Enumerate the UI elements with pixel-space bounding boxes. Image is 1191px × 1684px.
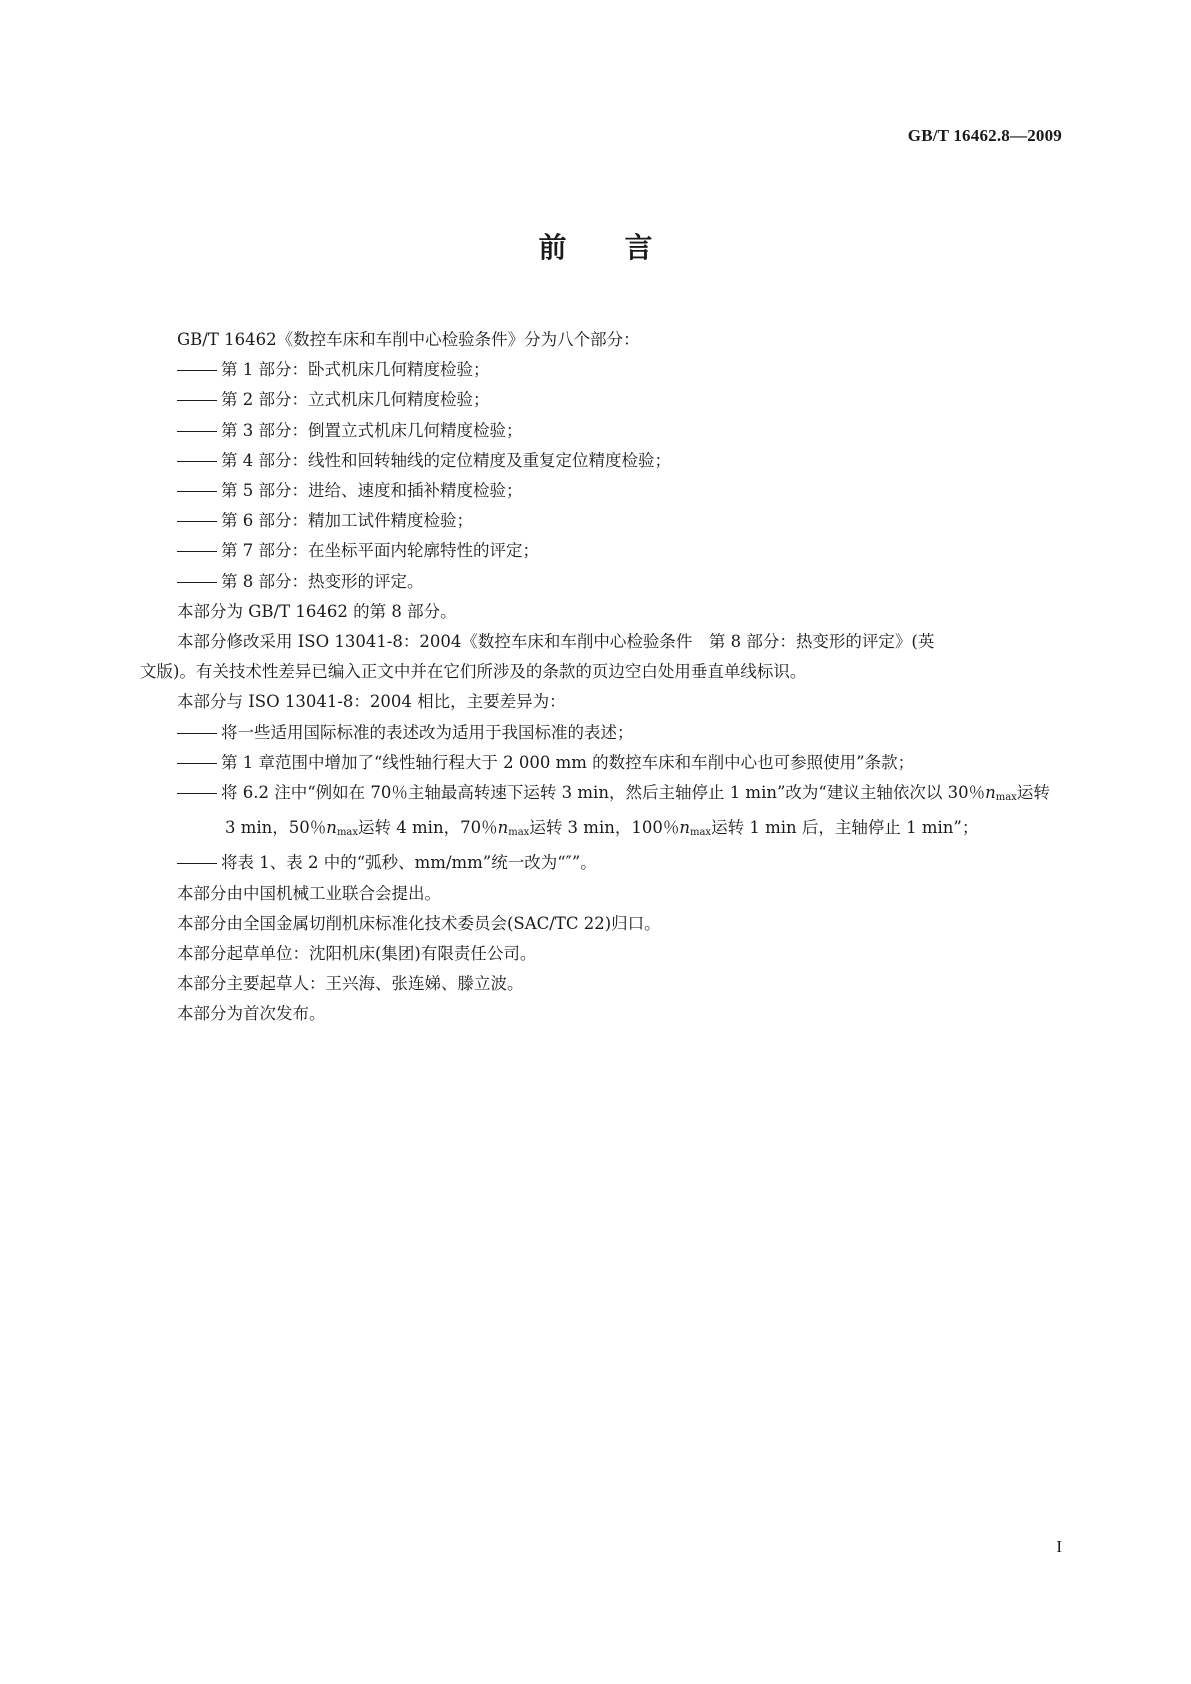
diff3-seg4: 运转 3 min，100％ xyxy=(529,818,680,838)
list-item xyxy=(177,476,1062,506)
diff-item-text: 将表 1、表 2 中的“弧秒、mm/mm”统一改为“″”。 xyxy=(221,853,597,873)
max-subscript: max xyxy=(689,827,712,839)
max-subscript: max xyxy=(995,792,1017,804)
n-symbol: n xyxy=(985,783,996,803)
diff-item-text: 第 1 章范围中增加了“线性轴行程大于 2 000 mm 的数控车床和车削中心也可参照使用”条款； xyxy=(221,752,915,772)
list-item xyxy=(177,355,1062,385)
diff3-seg2: 运转 3 min，50％ xyxy=(225,783,1050,838)
max-subscript: max xyxy=(336,827,359,839)
modify-line-1: 本部分修改采用 ISO 13041-8：2004《数控车床和车削中心检验条件 第 8 部分：热变形的评定》(英 xyxy=(177,632,935,652)
dash-mark xyxy=(177,461,217,462)
list-item xyxy=(177,536,1062,566)
list-item xyxy=(177,416,1062,446)
max-subscript: max xyxy=(508,827,530,839)
list-item-text: 第 5 部分：进给、速度和插补精度检验； xyxy=(221,481,523,501)
drafters-paragraph: 本部分主要起草人：王兴海、张连娣、滕立波。 xyxy=(177,974,524,994)
standard-code: GB/T 16462.8—2009 xyxy=(907,126,1062,145)
diff-item-text xyxy=(221,783,1050,837)
part-of-paragraph: 本部分为 GB/T 16462 的第 8 部分。 xyxy=(177,601,457,621)
dash-mark xyxy=(177,863,217,864)
dash-mark xyxy=(177,793,217,794)
page-number: I xyxy=(1056,1537,1062,1556)
title-char-1: 前 xyxy=(538,231,567,264)
intro-paragraph: GB/T 16462《数控车床和车削中心检验条件》分为八个部分： xyxy=(177,330,640,349)
list-item-text: 第 7 部分：在坐标平面内轮廓特性的评定； xyxy=(221,541,539,561)
diff-item xyxy=(177,848,1062,878)
foreword-body xyxy=(140,325,1062,1030)
title-char-2: 言 xyxy=(624,231,653,264)
n-symbol: n xyxy=(497,818,509,838)
dash-mark xyxy=(177,400,217,401)
list-item-text: 第 8 部分：热变形的评定。 xyxy=(221,571,424,591)
n-symbol: n xyxy=(679,818,690,838)
list-item-text: 第 6 部分：精加工试件精度检验； xyxy=(221,511,473,531)
dash-mark xyxy=(177,370,217,371)
drafting-unit-paragraph: 本部分起草单位：沈阳机床(集团)有限责任公司。 xyxy=(177,944,537,964)
dash-mark xyxy=(177,431,217,432)
list-item xyxy=(177,385,1062,415)
compare-paragraph: 本部分与 ISO 13041-8：2004 相比，主要差异为： xyxy=(177,692,566,712)
dash-mark xyxy=(177,582,217,583)
list-item xyxy=(177,567,1062,597)
diff-item xyxy=(177,718,1062,748)
first-release-paragraph: 本部分为首次发布。 xyxy=(177,1004,326,1024)
dash-mark xyxy=(177,551,217,552)
diff-item xyxy=(177,778,1062,848)
dash-mark xyxy=(177,491,217,492)
proposed-paragraph: 本部分由中国机械工业联合会提出。 xyxy=(177,883,441,903)
list-item-text: 第 2 部分：立式机床几何精度检验； xyxy=(221,390,490,410)
n-symbol: n xyxy=(326,818,337,838)
list-item-text: 第 3 部分：倒置立式机床几何精度检验； xyxy=(221,420,523,440)
diff3-seg1: 将 6.2 注中“例如在 70％主轴最高转速下运转 3 min，然后主轴停止 1 min”改为“建议主轴依次以 30％ xyxy=(221,783,986,803)
centralized-paragraph: 本部分由全国金属切削机床标准化技术委员会(SAC/TC 22)归口。 xyxy=(177,913,661,933)
list-item xyxy=(177,446,1062,476)
diff3-seg3: 运转 4 min，70％ xyxy=(358,818,498,838)
page-title xyxy=(0,226,1191,266)
modify-paragraph xyxy=(140,627,1062,687)
dash-mark xyxy=(177,521,217,522)
diff-item xyxy=(177,748,1062,778)
dash-mark xyxy=(177,733,217,734)
list-item-text: 第 4 部分：线性和回转轴线的定位精度及重复定位精度检验； xyxy=(221,450,671,470)
list-item-text: 第 1 部分：卧式机床几何精度检验； xyxy=(221,360,490,380)
diff-item-text: 将一些适用国际标准的表述改为适用于我国标准的表述； xyxy=(221,722,634,742)
dash-mark xyxy=(177,763,217,764)
diff3-seg5: 运转 1 min 后，主轴停止 1 min”； xyxy=(711,818,979,838)
modify-line-2: 文版)。有关技术性差异已编入正文中并在它们所涉及的条款的页边空白处用垂直单线标识。 xyxy=(140,662,807,682)
list-item xyxy=(177,506,1062,536)
